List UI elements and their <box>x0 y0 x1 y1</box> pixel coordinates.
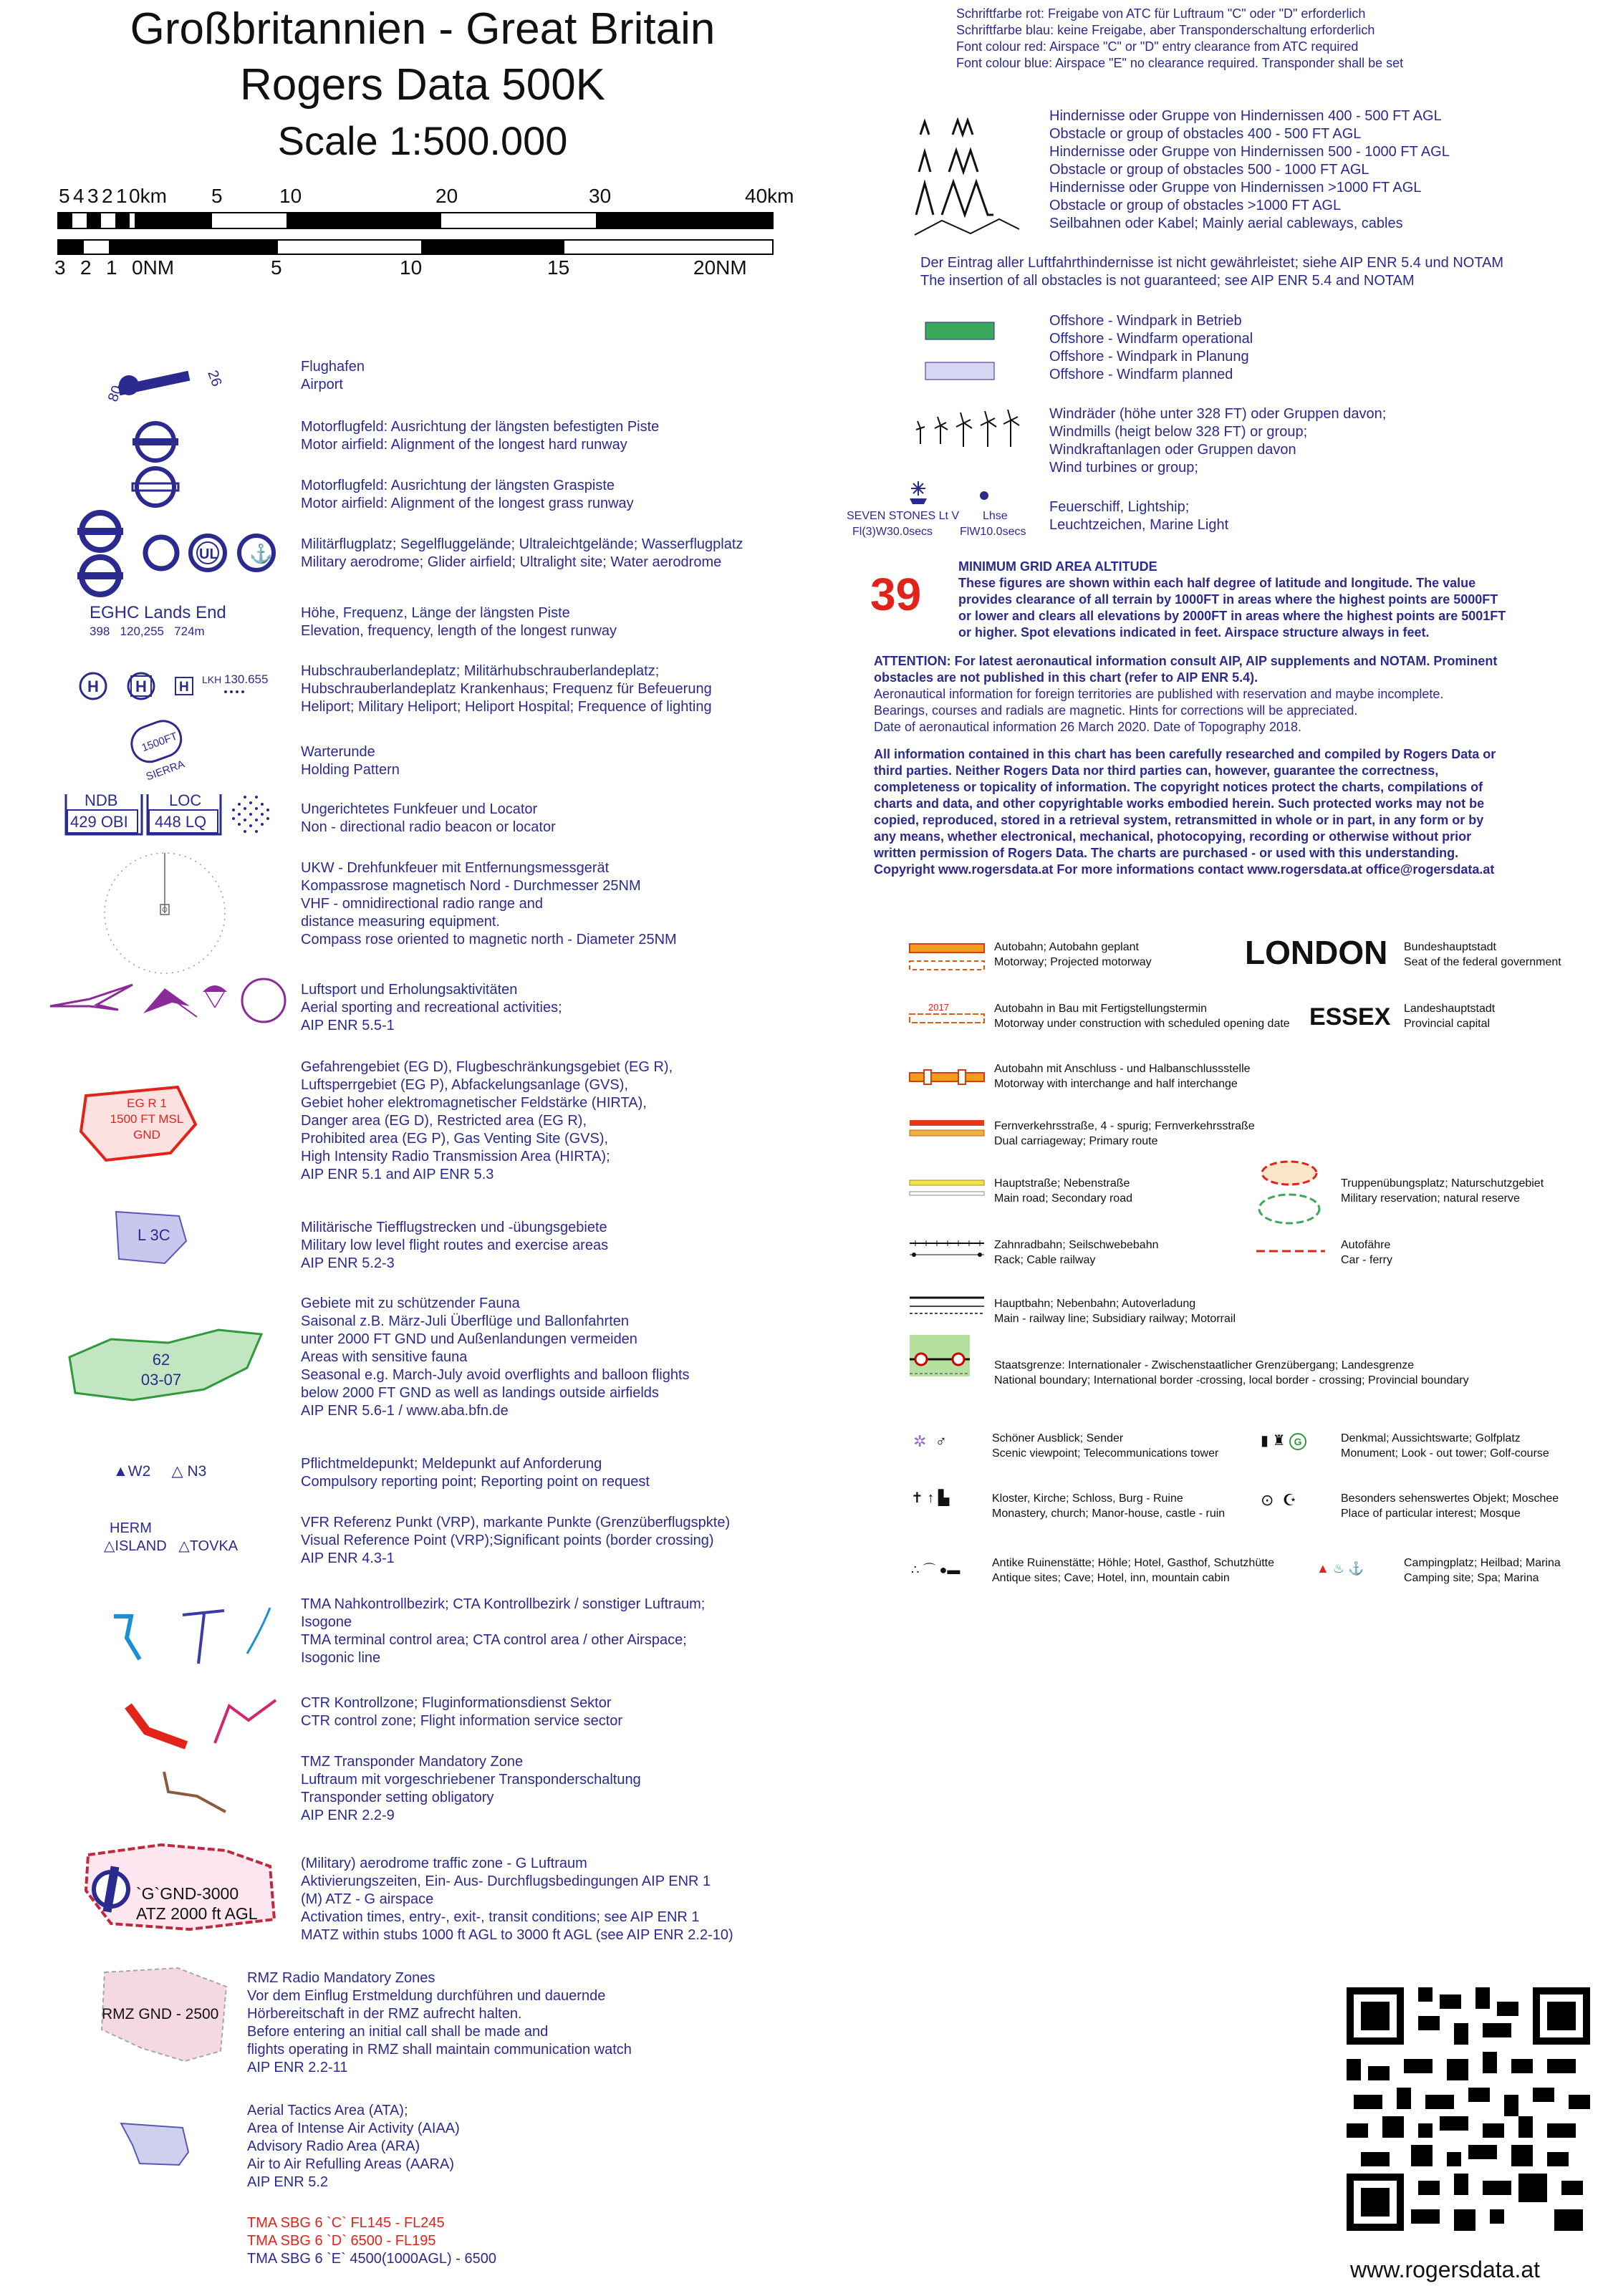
interchange-text: Autobahn mit Anschluss - und Halbanschlussstelle Motorway with interchange and half interchange <box>994 1063 1251 1090</box>
title-line-1: Großbritannien - Great Britain <box>130 4 716 54</box>
svg-text:1500FT: 1500FT <box>140 730 179 755</box>
rmz-label: RMZ GND - 2500 <box>102 2006 219 2022</box>
viewpoint-icon: ✲ <box>913 1432 927 1450</box>
tma-text: TMA Nahkontrollbezirk; CTA Kontrollbezirk / sonstiger Luftraum; Isogone TMA terminal control area; CTA control area / other Airspace; Isogonic line <box>301 1596 706 1666</box>
tower-icon: ♂ <box>935 1432 948 1450</box>
scenic-text: Schöner Ausblick; Sender Scenic viewpoint; Telecommunications tower <box>992 1432 1219 1460</box>
border-symbol <box>908 1333 973 1384</box>
mgaa-text: MINIMUM GRID AREA ALTITUDE These figures are shown within each half degree of latitude and longitude. The value provides clearance of all terrain by 1000FT in areas where the highest points are 5000FT or lower and clears all elevations by 2000FT in areas where the highest points are 5001FT or higher. Spot elevations indicated in feet. Airspace structure always in feet. <box>958 559 1506 640</box>
rack-railway-text: Zahnradbahn; Seilschwebebahn Rack; Cable railway <box>994 1239 1159 1266</box>
svg-text:UL: UL <box>199 546 218 562</box>
vrp-triangle-icon: △ <box>104 1538 115 1554</box>
rmz-text: RMZ Radio Mandatory Zones Vor dem Einflug Erstmeldung durchführen und dauernde Hörbereitschaft in der RMZ aufrecht halten. Before entering an initial call shall be made and flights operating in RMZ shall maintain communication watch AIP ENR 2.2-11 <box>247 1970 632 2075</box>
tma-sbg-text: TMA SBG 6 `C` FL145 - FL245 TMA SBG 6 `D` 6500 - FL195 TMA SBG 6 `E` 4500(1000AGL) - 6500 <box>247 2215 496 2267</box>
heliport-icons <box>75 666 290 706</box>
reporting-point-sample: ▲W2 △ N3 <box>113 1463 207 1480</box>
airport-icon <box>100 358 229 408</box>
vor-text: UKW - Drehfunkfeuer mit Entfernungsmessgerät Kompassrose magnetisch Nord - Durchmesser 25NM VHF - omnidirectional radio range and distance measuring equipment. Compass rose oriented to magnetic north - Diameter 25NM <box>301 860 677 947</box>
atz-label: `G`GND-3000 ATZ 2000 ft AGL <box>136 1884 258 1923</box>
title-line-2: Rogers Data 500K <box>239 60 606 110</box>
vor-compass-rose-icon <box>100 849 229 978</box>
military-text: Militärflugplatz; Segelfluggelände; Ultraleichtgelände; Wasserflugplatz Military aerodrome; Glider airfield; Ultralight site; Water aerodrome <box>301 536 743 570</box>
motorway-text: Autobahn; Autobahn geplant Motorway; Projected motorway <box>994 941 1152 968</box>
danger-text: Gefahrengebiet (EG D), Flugbeschränkungsgebiet (EG R), Luftsperrgebiet (EG P), Abfackelungsanlage (GVS), Gebiet hoher elektromagnetischer Feldstärke (HIRTA), Danger area (EG D), Restricted area (EG R), Prohibited area (EG P), Gas Venting Site (GVS), High Intensity Radio Transmission Area (HIRTA); AIP ENR 5.1 and AIP ENR 5.3 <box>301 1059 673 1182</box>
report-text: Pflichtmeldepunkt; Meldepunkt auf Anforderung Compulsory reporting point; Reporting point on request <box>301 1456 650 1490</box>
request-report-icon: △ <box>171 1463 183 1480</box>
ata-text: Aerial Tactics Area (ATA); Area of Intense Air Activity (AIAA) Advisory Radio Area (ARA) Air to Air Refulling Areas (AARA) AIP ENR 5.2 <box>247 2103 460 2190</box>
golf-course-icon: G <box>1289 1433 1306 1450</box>
svg-text:H: H <box>135 677 147 695</box>
mgaa-value: 39 <box>870 569 922 620</box>
lightship-icon <box>904 480 1047 508</box>
holding-pattern-icon <box>122 716 193 781</box>
lookout-tower-icon: ♜ <box>1272 1433 1286 1449</box>
rack-railway-symbol <box>908 1239 987 1260</box>
svg-text:H: H <box>87 677 99 695</box>
scale-km-bar <box>57 212 774 229</box>
lowlevel-text: Militärische Tiefflugstrecken und -übungsgebiete Military low level flight routes and exercise areas AIP ENR 5.2-3 <box>301 1220 609 1271</box>
motor-airfield-grass-icon <box>133 464 178 510</box>
danger-area-label: EG R 1 1500 FT MSL GND <box>110 1096 184 1142</box>
holding-text: Warterunde Holding Pattern <box>301 744 400 778</box>
motor-airfield-hard-icon <box>133 419 178 465</box>
windmill-text: Windräder (höhe unter 328 FT) oder Gruppen davon; Windmills (heigt below 328 FT) or group; Windkraftanlagen oder Gruppen davon Wind turbines or group; <box>1049 406 1387 476</box>
scale-nm-bar <box>57 239 774 255</box>
windpark-swatches <box>924 321 996 385</box>
windpark-text: Offshore - Windpark in Betrieb Offshore - Windfarm operational Offshore - Windpark in Planung Offshore - Windfarm planned <box>1049 313 1253 382</box>
svg-text:SIERRA: SIERRA <box>144 758 187 783</box>
ndb-text: Ungerichtetes Funkfeuer und Locator Non - directional radio beacon or locator <box>301 801 556 835</box>
capital-text: Bundeshauptstadt Seat of the federal government <box>1404 941 1561 968</box>
motorway-interchange-symbol <box>908 1069 987 1086</box>
website-url[interactable]: www.rogersdata.at <box>1350 2257 1541 2282</box>
main-road-symbol <box>908 1179 987 1200</box>
font-colour-notes: Schriftfarbe rot: Freigabe von ATC für Luftraum "C" oder "D" erforderlich Schriftfarbe blau: keine Freigabe, aber Transponderschaltung erforderlich Font colour red: Airspace "C" or "D" entry clearance from ATC required Font colour blue: Airspace "E" no clearance required. Transponder shall be set <box>956 6 1404 70</box>
dual-carriageway-text: Fernverkehrsstraße, 4 - spurig; Fernverkehrsstraße Dual carriageway; Primary route <box>994 1120 1255 1147</box>
scale-bars: 5 4 3 2 1 0km 5 10 20 30 40km 3 2 1 0NM 5 10 15 20NM <box>54 185 794 279</box>
atz-text: (Military) aerodrome traffic zone - G Luftraum Aktivierungszeiten, Ein- Aus- Durchflugsbedingungen AIP ENR 1 (M) ATZ - G airspace Activation times, entry-, exit-, transit conditions; see AIP ENR 1 MATZ within stubs 1000 ft AGL to 3000 ft AGL (see AIP ENR 2.2-10) <box>301 1856 733 1943</box>
camping-icon: ▲ <box>1316 1561 1329 1576</box>
cabin-icon: ▬ <box>947 1563 961 1577</box>
ndb-locator-sample: NDB 429 OBI LOC 448 LQ <box>63 791 278 841</box>
motorway-symbol <box>908 942 987 974</box>
vrp-text: VFR Referenz Punkt (VRP), markante Punkte (Grenzüberflugspkte) Visual Reference Point (VRP);Significant points (border crossing) AIP ENR 4.3-1 <box>301 1515 731 1566</box>
lightship-text: Feuerschiff, Lightship; Leuchtzeichen, Marine Light <box>1049 499 1229 533</box>
castle-icon: ▙ <box>938 1490 950 1506</box>
provincial-capital-sample: ESSEX <box>1309 1003 1391 1031</box>
motor-hard-text: Motorflugfeld: Ausrichtung der längsten befestigten Piste Motor airfield: Alignment of the longest hard runway <box>301 419 660 453</box>
marina-icon: ⚓ <box>1348 1561 1364 1576</box>
antique-icons <box>911 1561 960 1579</box>
fauna-text: Gebiete mit zu schützender Fauna Saisonal z.B. März-Juli Überflüge und Ballonfahrten unter 2000 FT GND und Außenlandungen vermeiden Areas with sensitive fauna Seasonal e.g. March-July avoid overflights and balloon flights below 2000 FT GND as well as landings outside airfields AIP ENR 5.6-1 / www.aba.bfn.de <box>301 1296 690 1419</box>
attention-text: ATTENTION: For latest aeronautical information consult AIP, AIP supplements and NOTAM. Prominent obstacles are not published in this chart (refer to AIP ENR 5.4). Aeronautical information for foreign territories are published with reservation and maybe incomplete. Bearings, courses and radials are magnetic. Hints for corrections will be appreciated. Date of aeronautical information 26 March 2020. Date of Topography 2018. <box>874 654 1498 734</box>
church-icon: ↑ <box>927 1490 935 1506</box>
copyright-text: All information contained in this chart has been carefully researched and compiled by Rogers Data or third parties. Neither Rogers Data nor third parties can, however, guarantee the correctness, completeness or topicality of information. The copyright notices protect the charts, compilations of charts and data, and other copyrightable works embodied herein. Such protected works may not be copied, reproduced, stored in a retrieval system, retransmitted in whole or in part, in any form or by any means, whether electronical, mechanical, photocopying, recording or otherwise without prior written permission of Rogers Data. The charts are purchased - or used with this understanding. Copyright www.rogersdata.at For more informations contact www.rogersdata.at office@rogersdata.at <box>874 747 1496 877</box>
svg-text:LKH: LKH <box>202 674 222 685</box>
title-line-3: Scale 1:500.000 <box>277 118 568 163</box>
main-road-text: Hauptstraße; Nebenstraße Main road; Secondary road <box>994 1177 1132 1205</box>
svg-text:26: 26 <box>204 368 225 389</box>
compulsory-report-icon: ▲ <box>113 1463 128 1480</box>
point-of-interest-icon: ⊙ <box>1261 1491 1274 1509</box>
elevation-sample: EGHC Lands End 398 120,255 724m <box>90 603 226 638</box>
tmz-text: TMZ Transponder Mandatory Zone Luftraum mit vorgeschriebener Transponderschaltung Transponder setting obligatory AIP ENR 2.2-9 <box>301 1754 641 1823</box>
monastery-icon: ✝ <box>911 1490 923 1506</box>
monastery-icons <box>911 1490 949 1508</box>
ata-area-icon <box>118 2116 197 2174</box>
tmz-line-icon <box>161 1769 247 1819</box>
obstacle-note: Der Eintrag aller Luftfahrthindernisse ist nicht gewährleistet; siehe AIP ENR 5.4 und NOTAM The insertion of all obstacles is not guaranteed; see AIP ENR 5.4 and NOTAM <box>920 255 1504 289</box>
ruins-icon: ∴ <box>911 1563 920 1577</box>
hotel-icon: ● <box>939 1563 948 1577</box>
page-title <box>64 1 781 169</box>
low-level-label: L 3C <box>138 1226 170 1244</box>
camping-text: Campingplatz; Heilbad; Marina Camping site; Spa; Marina <box>1404 1557 1561 1584</box>
monument-icon: ▮ <box>1261 1433 1269 1449</box>
motorway-construction-symbol <box>908 1001 987 1030</box>
monument-text: Denkmal; Aussichtswarte; Golfplatz Monument; Look - out tower; Golf-course <box>1341 1432 1549 1460</box>
svg-text:130.655: 130.655 <box>224 672 269 686</box>
dual-carriageway-symbol <box>908 1119 987 1140</box>
railway-symbol <box>908 1295 987 1316</box>
car-ferry-symbol <box>1255 1248 1327 1255</box>
railway-text: Hauptbahn; Nebenbahn; Autoverladung Main - railway line; Subsidiary railway; Motorrail <box>994 1298 1236 1325</box>
monastery-text: Kloster, Kirche; Schloss, Burg - Ruine Monastery, church; Manor-house, castle - ruin <box>992 1492 1226 1520</box>
svg-text:⚓: ⚓ <box>249 543 273 564</box>
obstacle-text: Hindernisse oder Gruppe von Hindernissen 400 - 500 FT AGL Obstacle or group of obstacles 400 - 500 FT AGL Hindernisse oder Gruppe von Hindernissen 500 - 1000 FT AGL Obstacle or group of obstacles 500 - 1000 FT AGL Hindernisse oder Gruppe von Hindernissen >1000 FT AGL Obstacle or group of obstacles >1000 FT AGL Seilbahnen oder Kabel; Mainly aerial cableways, cables <box>1049 108 1450 231</box>
provincial-text: Landeshauptstadt Provincial capital <box>1404 1003 1496 1030</box>
ctr-text: CTR Kontrollzone; Fluginformationsdienst Sektor CTR control zone; Flight information service sector <box>301 1695 623 1729</box>
interest-icons <box>1261 1491 1296 1509</box>
svg-text:2017: 2017 <box>928 1002 949 1013</box>
interest-text: Besonders sehenswertes Objekt; Moschee Place of particular interest; Mosque <box>1341 1492 1559 1520</box>
fauna-label: 62 03-07 <box>140 1351 182 1389</box>
tma-cta-lines-icon <box>111 1601 283 1672</box>
border-text: Staatsgrenze: Internationaler - Zwischenstaatlicher Grenzübergang; Landesgrenze National boundary; International border -crossing, local border - crossing; Provincial boundary <box>994 1359 1469 1386</box>
motorway-construction-text: Autobahn in Bau mit Fertigstellungstermin Motorway under construction with scheduled opening date <box>994 1003 1290 1030</box>
aerial-sport-icons <box>47 978 290 1028</box>
monument-icons <box>1261 1432 1306 1450</box>
mosque-icon: ☪ <box>1282 1491 1297 1509</box>
ferry-text: Autofähre Car - ferry <box>1341 1239 1392 1266</box>
obstacle-icons <box>913 107 1021 243</box>
svg-text:80: 80 <box>105 383 126 404</box>
military-aerodrome-icons <box>72 508 279 602</box>
qr-code-icon <box>1347 1987 1590 2231</box>
svg-text:H: H <box>179 680 189 695</box>
military-reservation-symbol <box>1255 1159 1327 1227</box>
scenic-icons <box>913 1432 947 1450</box>
motor-grass-text: Motorflugfeld: Ausrichtung der längsten Graspiste Motor airfield: Alignment of the longest grass runway <box>301 478 634 511</box>
cave-icon: ⌒ <box>923 1563 936 1577</box>
military-reservation-text: Truppenübungsplatz; Naturschutzgebiet Military reservation; natural reserve <box>1341 1177 1544 1205</box>
heliport-text: Hubschrauberlandeplatz; Militärhubschrauberlandeplatz; Hubschrauberlandeplatz Krankenhaus; Frequenz für Befeuerung Heliport; Military Heliport; Heliport Hospital; Frequence of lighting <box>301 663 712 715</box>
camping-icons <box>1316 1560 1364 1578</box>
sport-text: Luftsport und Erholungsaktivitäten Aerial sporting and recreational activities; AIP ENR 5.5-1 <box>301 982 562 1033</box>
spa-icon: ♨ <box>1332 1561 1344 1576</box>
vrp-sample: HERM △ISLAND △TOVKA <box>104 1520 239 1554</box>
wind-turbine-icons <box>913 408 1021 451</box>
lightship-sample: SEVEN STONES Lt V Fl(3)W30.0secs Lhse FlW10.0secs <box>847 480 1040 544</box>
vrp-triangle-icon: △ <box>178 1538 190 1554</box>
capital-city-sample: LONDON <box>1245 934 1388 971</box>
antique-text: Antike Ruinenstätte; Höhle; Hotel, Gasthof, Schutzhütte Antique sites; Cave; Hotel, inn, mountain cabin <box>992 1557 1274 1584</box>
airport-text: Flughafen Airport <box>301 359 365 392</box>
elevation-text: Höhe, Frequenz, Länge der längsten Piste Elevation, frequency, length of the longest runway <box>301 605 617 639</box>
ctr-fis-lines-icon <box>125 1692 290 1749</box>
